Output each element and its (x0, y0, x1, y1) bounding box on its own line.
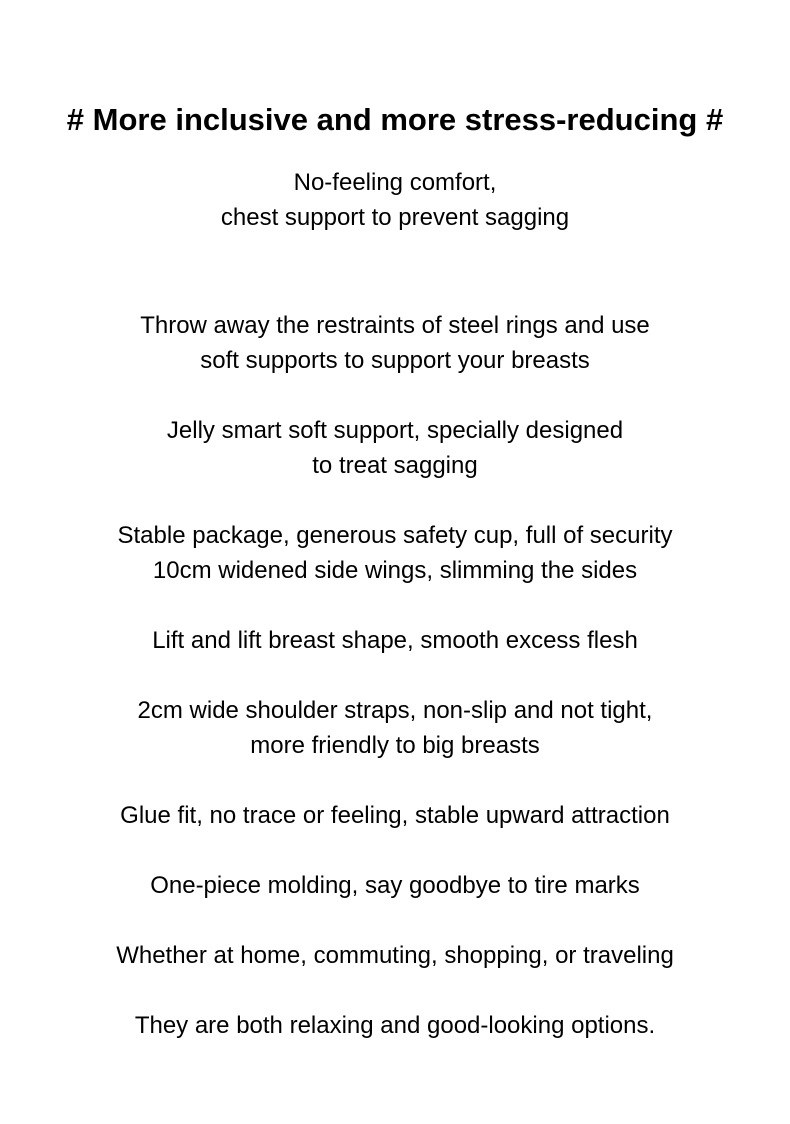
feature-closing (0, 1008, 790, 1043)
feature-shoulder-straps (0, 693, 790, 763)
page-heading: # More inclusive and more stress-reducing # (66, 102, 724, 137)
feature-stable-package (0, 518, 790, 588)
feature-line: They are both relaxing and good-looking options. (134, 1012, 656, 1039)
feature-line: One-piece molding, say goodbye to tire marks (150, 872, 640, 899)
feature-line: Whether at home, commuting, shopping, or traveling (116, 942, 674, 969)
feature-line: Jelly smart soft support, specially designed (166, 417, 624, 444)
feature-line: to treat sagging (312, 452, 478, 479)
feature-line: Glue fit, no trace or feeling, stable upward attraction (120, 802, 670, 829)
feature-jelly-support (0, 413, 790, 483)
feature-one-piece (0, 868, 790, 903)
feature-glue-fit (0, 798, 790, 833)
feature-occasions (0, 938, 790, 973)
feature-line: more friendly to big breasts (250, 732, 540, 759)
feature-line: soft supports to support your breasts (200, 347, 590, 374)
feature-line: Throw away the restraints of steel rings and use (140, 312, 650, 339)
feature-line: Stable package, generous safety cup, full of security (117, 522, 673, 549)
intro-paragraph (0, 165, 790, 235)
feature-steel-rings (0, 308, 790, 378)
feature-line: 2cm wide shoulder straps, non-slip and not tight, (137, 697, 653, 724)
intro-line-2: chest support to prevent sagging (220, 204, 570, 231)
feature-lift-shape (0, 623, 790, 658)
feature-line: 10cm widened side wings, slimming the sides (152, 557, 638, 584)
feature-line: Lift and lift breast shape, smooth excess flesh (152, 627, 638, 654)
intro-line-1: No-feeling comfort, (293, 169, 497, 196)
